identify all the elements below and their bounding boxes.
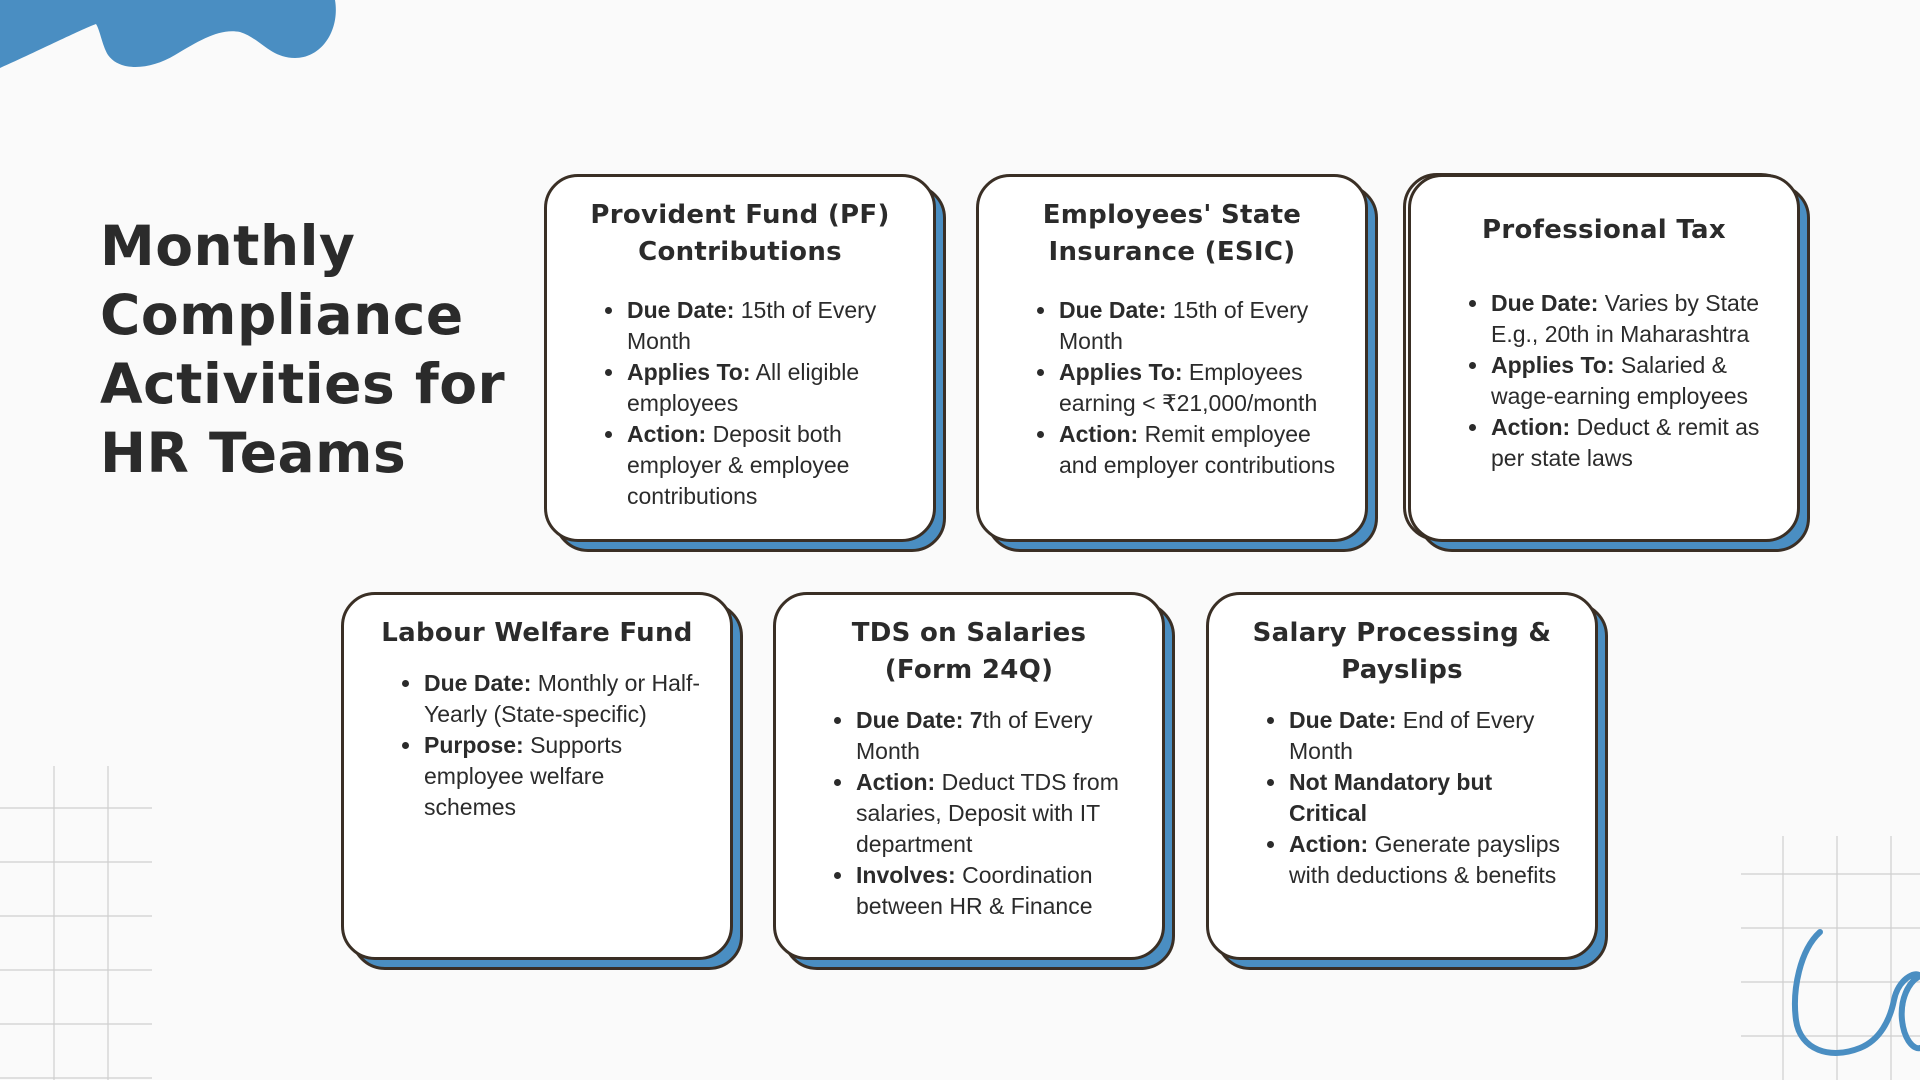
card-esic (976, 174, 1368, 542)
item-text: Monthly or Half-Yearly (State-specific) (424, 670, 701, 727)
page-title: Monthly Compliance Activities for HR Teams (100, 214, 506, 485)
list-item (1491, 350, 1769, 412)
list-item (856, 767, 1134, 860)
card-body (976, 174, 1368, 542)
item-label: Action: (1491, 414, 1571, 440)
item-text: Deduct & remit as per state laws (1491, 414, 1760, 471)
item-label: Action: (1059, 421, 1139, 447)
card-professional-tax (1408, 174, 1800, 542)
card-body (1206, 592, 1598, 960)
list-item (856, 705, 1134, 767)
card-list (575, 295, 905, 512)
item-text: Supports employee welfare schemes (424, 732, 623, 820)
item-text: Deduct TDS from salaries, Deposit with IT department (856, 769, 1119, 857)
card-list (1007, 295, 1337, 481)
item-label: Due Date: (424, 670, 532, 696)
item-label: Due Date: (627, 297, 735, 323)
card-tds-on-salaries (773, 592, 1165, 960)
card-salary-processing (1206, 592, 1598, 960)
item-text: th of Every Month (856, 707, 1093, 764)
item-text: Salaried & wage-earning employees (1491, 352, 1748, 409)
card-provident-fund (544, 174, 936, 542)
item-label: Action: (1289, 831, 1369, 857)
item-text: Coordination between HR & Finance (856, 862, 1093, 919)
item-label: Action: (856, 769, 936, 795)
list-item (1289, 767, 1567, 829)
card-title: Professional Tax (1482, 215, 1726, 245)
item-text: 15th of Every Month (1059, 297, 1309, 354)
item-label: Not Mandatory but Critical (1289, 769, 1493, 826)
item-text: Remit employee and employer contributions (1059, 421, 1336, 478)
card-body (1408, 174, 1800, 542)
item-label: Applies To: (1059, 359, 1183, 385)
card-list (372, 668, 702, 823)
card-labour-welfare-fund (341, 592, 733, 960)
item-text: 15th of Every Month (627, 297, 877, 354)
list-item (1059, 295, 1337, 357)
item-text: Generate payslips with deductions & benefits (1289, 831, 1560, 888)
list-item (856, 860, 1134, 922)
list-item (627, 295, 905, 357)
list-item (1491, 288, 1769, 350)
card-title: Labour Welfare Fund (381, 618, 693, 648)
card-title: Provident Fund (PF) Contributions (590, 200, 890, 267)
card-title: Salary Processing & Payslips (1252, 618, 1552, 685)
card-title: TDS on Salaries (Form 24Q) (851, 618, 1087, 685)
list-item (1059, 419, 1337, 481)
item-label: Due Date: 7 (856, 707, 983, 733)
item-text: Varies by State E.g., 20th in Maharashtra (1491, 290, 1760, 347)
item-label: Action: (627, 421, 707, 447)
list-item (424, 668, 702, 730)
item-text: End of Every Month (1289, 707, 1535, 764)
list-item (627, 419, 905, 512)
item-label: Due Date: (1289, 707, 1397, 733)
decorative-blob-shape (0, 0, 340, 80)
item-text: Deposit both employer & employee contributions (627, 421, 850, 509)
item-label: Applies To: (1491, 352, 1615, 378)
item-label: Purpose: (424, 732, 524, 758)
card-title: Employees' State Insurance (ESIC) (1042, 200, 1302, 267)
card-list (804, 705, 1134, 922)
list-item (1059, 357, 1337, 419)
list-item (1289, 705, 1567, 767)
item-text: All eligible employees (627, 359, 860, 416)
card-body (544, 174, 936, 542)
item-label: Applies To: (627, 359, 751, 385)
item-text: Employees earning < ₹21,000/month (1059, 359, 1318, 416)
list-item (1289, 829, 1567, 891)
list-item (627, 357, 905, 419)
item-label: Involves: (856, 862, 956, 888)
item-label: Due Date: (1491, 290, 1599, 316)
card-list (1439, 288, 1769, 474)
item-label: Due Date: (1059, 297, 1167, 323)
list-item (1491, 412, 1769, 474)
card-body (773, 592, 1165, 960)
card-list (1237, 705, 1567, 891)
decorative-swirl (1790, 920, 1920, 1080)
card-body (341, 592, 733, 960)
list-item (424, 730, 702, 823)
decorative-grid-left (0, 766, 152, 1080)
